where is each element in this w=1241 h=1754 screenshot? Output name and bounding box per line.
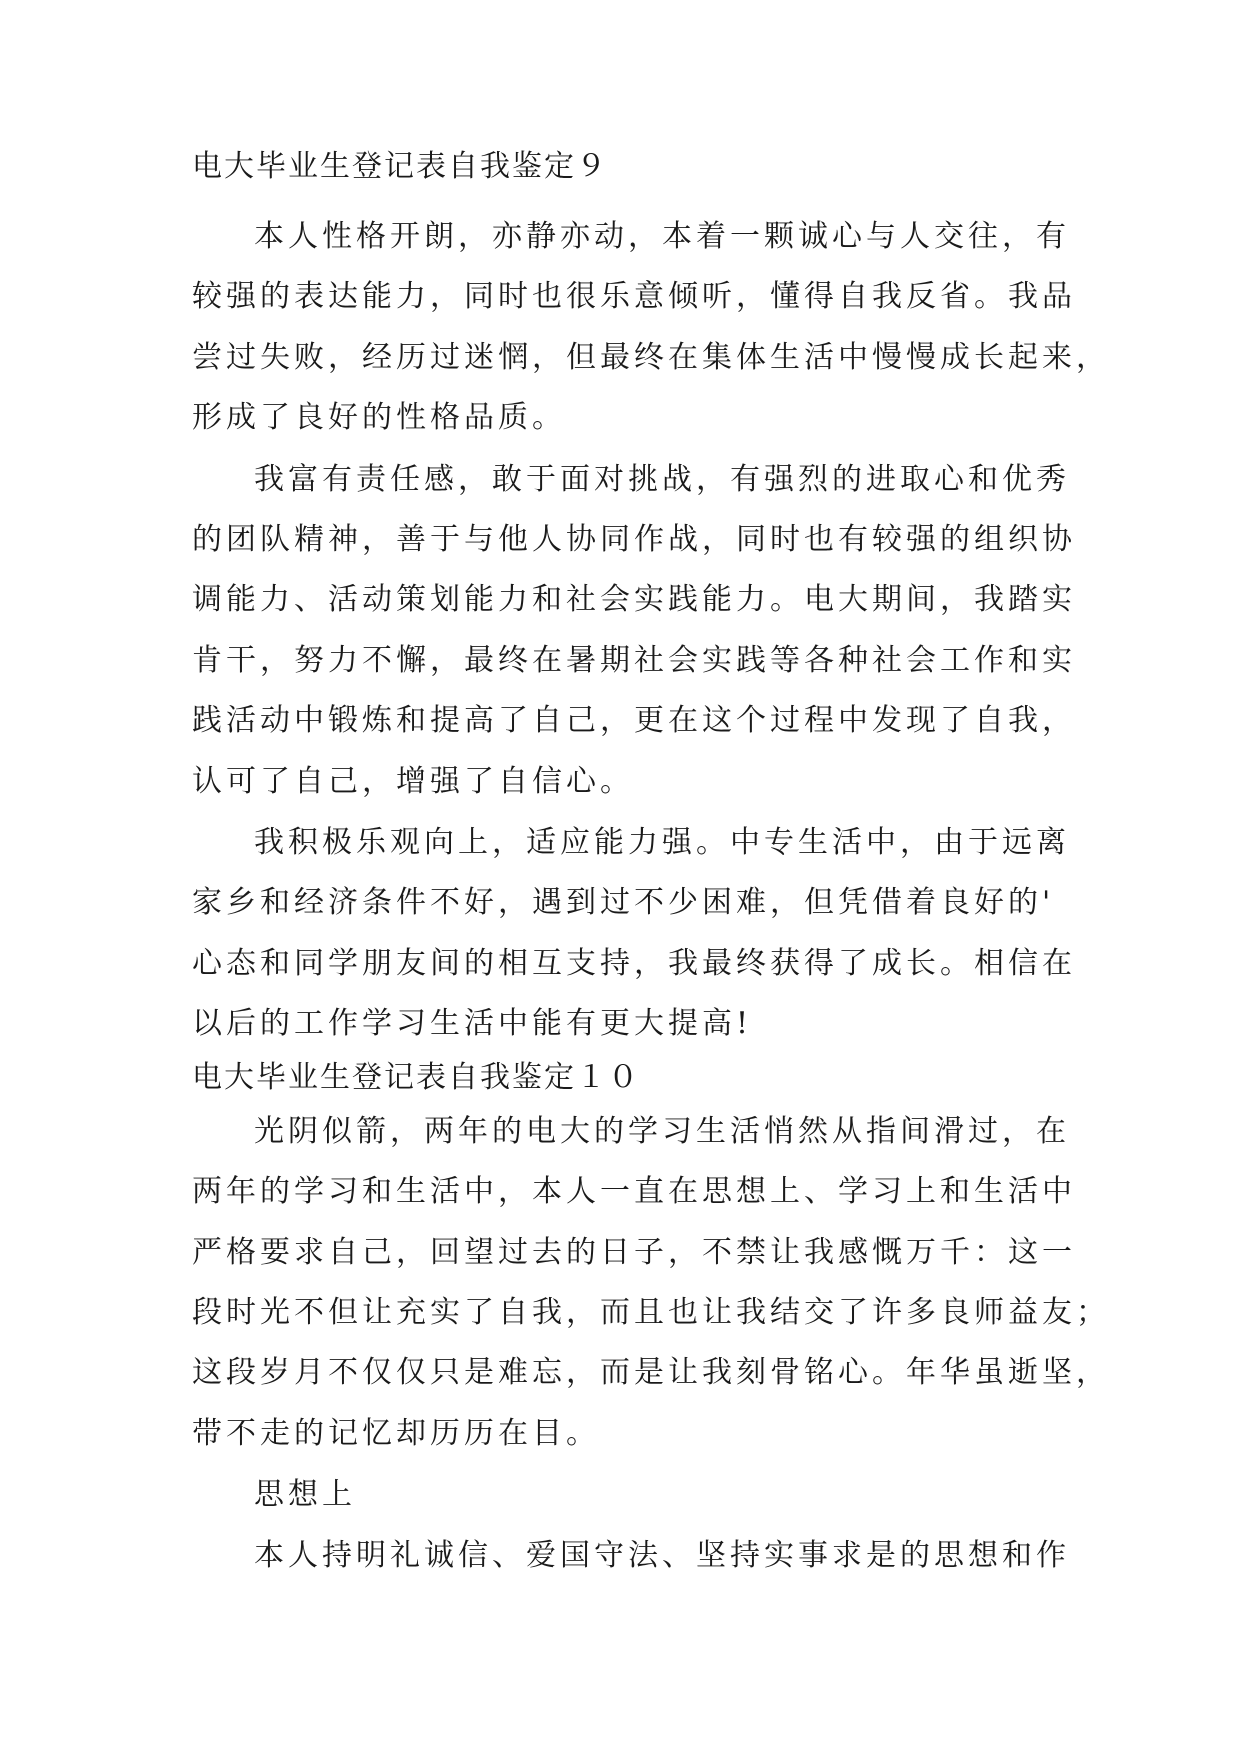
paragraph-line: 家乡和经济条件不好，遇到过不少困难，但凭借着良好的' xyxy=(192,885,1055,920)
paragraph-line: 我富有责任感，敢于面对挑战，有强烈的进取心和优秀 xyxy=(254,462,1070,497)
paragraph-line: 本人持明礼诚信、爱国守法、坚持实事求是的思想和作 xyxy=(254,1538,1070,1573)
section-heading: 电大毕业生登记表自我鉴定９ xyxy=(192,149,608,184)
paragraph-line: 形成了良好的性格品质。 xyxy=(192,400,566,435)
paragraph-line: 较强的表达能力，同时也很乐意倾听，懂得自我反省。我品 xyxy=(192,279,1076,314)
subheading: 思想上 xyxy=(254,1477,356,1512)
paragraph-line: 的团队精神，善于与他人协同作战，同时也有较强的组织协 xyxy=(192,522,1076,557)
paragraph-line: 段时光不但让充实了自我，而且也让我结交了许多良师益友； xyxy=(192,1295,1110,1330)
paragraph-line: 认可了自己，增强了自信心。 xyxy=(192,764,634,799)
section-heading: 电大毕业生登记表自我鉴定１０ xyxy=(192,1060,640,1095)
paragraph-line: 心态和同学朋友间的相互支持，我最终获得了成长。相信在 xyxy=(192,946,1076,981)
paragraph-line: 肯干，努力不懈，最终在暑期社会实践等各种社会工作和实 xyxy=(192,643,1076,678)
paragraph-line: 践活动中锻炼和提高了自己，更在这个过程中发现了自我， xyxy=(192,703,1076,738)
paragraph-line: 以后的工作学习生活中能有更大提高! xyxy=(192,1006,753,1041)
paragraph-line: 两年的学习和生活中，本人一直在思想上、学习上和生活中 xyxy=(192,1174,1076,1209)
paragraph-line: 我积极乐观向上，适应能力强。中专生活中，由于远离 xyxy=(254,825,1070,860)
paragraph-line: 调能力、活动策划能力和社会实践能力。电大期间，我踏实 xyxy=(192,582,1076,617)
paragraph-line: 本人性格开朗，亦静亦动，本着一颗诚心与人交往，有 xyxy=(254,219,1070,254)
paragraph-line: 严格要求自己，回望过去的日子，不禁让我感慨万千：这一 xyxy=(192,1235,1076,1270)
paragraph-line: 光阴似箭，两年的电大的学习生活悄然从指间滑过，在 xyxy=(254,1114,1070,1149)
paragraph-line: 带不走的记忆却历历在目。 xyxy=(192,1416,600,1451)
paragraph-line: 这段岁月不仅仅只是难忘，而是让我刻骨铭心。年华虽逝坚， xyxy=(192,1355,1110,1390)
paragraph-line: 尝过失败，经历过迷惘，但最终在集体生活中慢慢成长起来， xyxy=(192,340,1110,375)
